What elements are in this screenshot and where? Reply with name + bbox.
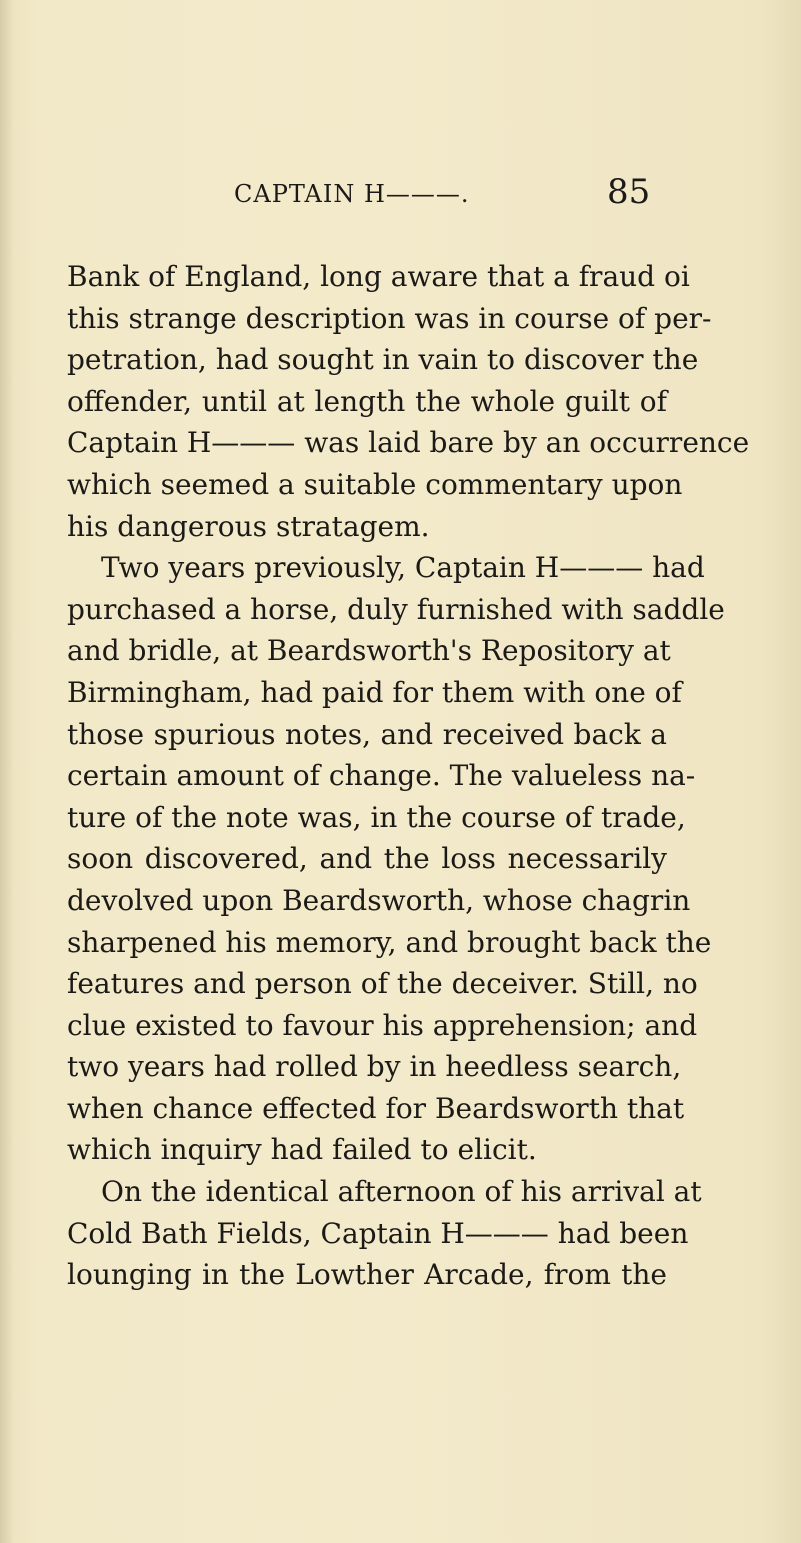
running-title: CAPTAIN H———. [234,180,470,208]
text-line: purchased a horse, duly furnished with saddle [67,592,725,626]
text-line: Cold Bath Fields, Captain H——— had been [67,1216,689,1250]
text-line: features and person of the deceiver. Still, no [67,967,698,1001]
text-line: soon discovered, and the loss necessarily [67,842,667,876]
page-number: 85 [607,172,651,212]
running-head [0,172,801,212]
text-line: petration, had sought in vain to discover the [67,343,699,377]
text-line: sharpened his memory, and brought back the [67,925,712,959]
text-line: which inquiry had failed to elicit. [67,1133,537,1167]
text-line: On the identical afternoon of his arrival at [101,1175,702,1209]
text-line: certain amount of change. The valueless na- [67,759,696,793]
text-line: clue existed to favour his apprehension; and [67,1008,698,1042]
text-line: two years had rolled by in heedless search, [67,1050,682,1084]
text-line: those spurious notes, and received back a [67,717,667,751]
text-line: this strange description was in course of per- [67,301,712,335]
text-line: his dangerous stratagem. [67,509,430,543]
text-line: lounging in the Lowther Arcade, from the [67,1258,667,1292]
text-line: when chance effected for Beardsworth that [67,1091,685,1125]
text-line: ture of the note was, in the course of trade, [67,800,686,834]
text-line: offender, until at length the whole guilt of [67,384,667,418]
gutter-shadow [0,0,14,1543]
text-line: and bridle, at Beardsworth's Repository at [67,634,671,668]
text-line: Two years previously, Captain H——— had [101,551,705,585]
body-text [67,256,750,1296]
text-line: Bank of England, long aware that a fraud oi [67,260,690,293]
text-line: Birmingham, had paid for them with one of [67,675,682,709]
text-line: Captain H——— was laid bare by an occurrence [67,426,750,460]
text-line: which seemed a suitable commentary upon [67,467,683,501]
text-line: devolved upon Beardsworth, whose chagrin [67,883,691,917]
